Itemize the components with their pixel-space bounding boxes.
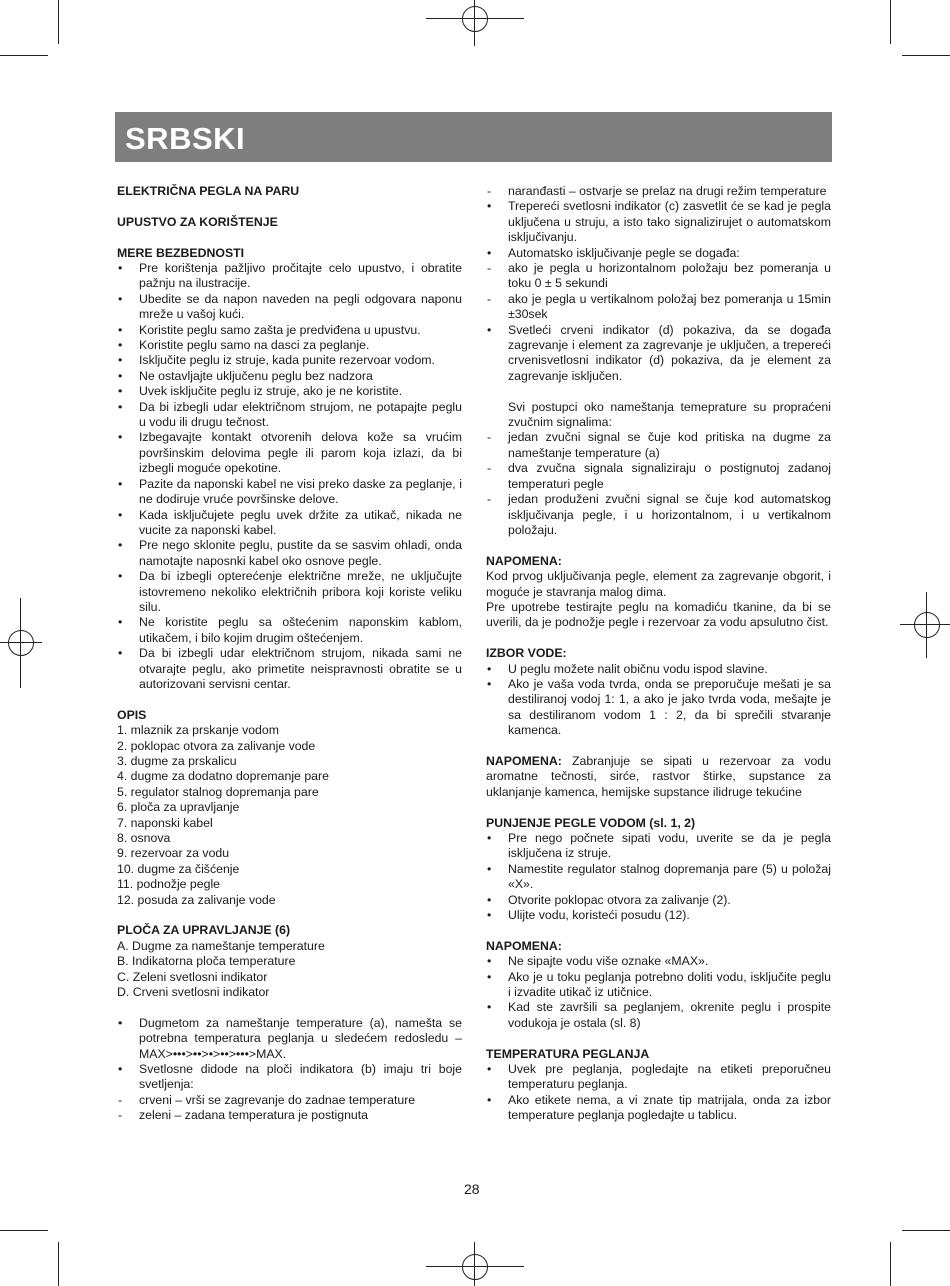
crop-mark bbox=[58, 1242, 59, 1286]
list-item: • Svetlosne didode na ploči indikatora (b) imaju tri boje svetljenja: bbox=[118, 1062, 462, 1092]
list-item: D. Crveni svetlosni indikator bbox=[117, 985, 270, 1000]
crop-mark bbox=[902, 1230, 950, 1231]
list-item: 1. mlaznik za prskanje vodom bbox=[117, 723, 279, 738]
list-item: • Otvorite poklopac otvora za zalivanje (2). bbox=[487, 892, 731, 907]
list-item: • Automatsko isključivanje pegle se događa: bbox=[487, 245, 740, 260]
crop-mark bbox=[902, 55, 950, 56]
list-item: • Izbegavajte kontakt otvorenih delova kože sa vrućim površinskim delovima pegle ili parom koja izlazi, da bi izbegli moguće opekotine. bbox=[118, 430, 462, 476]
list-item: 5. regulator stalnog dopremanja pare bbox=[117, 784, 319, 799]
list-item: • Ulijte vodu, koristeći posudu (12). bbox=[487, 908, 690, 923]
page-title: SRBSKI bbox=[125, 121, 246, 156]
list-item: • Uvek isključite peglu iz struje, ako je ne koristite. bbox=[118, 384, 403, 399]
list-item: - dva zvučna signala signaliziraju o postignutoj zadanoj temperaturi pegle bbox=[487, 461, 831, 491]
crop-mark bbox=[0, 1230, 48, 1231]
list-item: - jedan zvučni signal se čuje kod pritiska na dugme za nameštanje temperature (a) bbox=[487, 430, 831, 460]
list-item: • Ne ostavljajte uključenu peglu bez nadzora bbox=[118, 368, 373, 383]
list-item: 10. dugme za čišćenje bbox=[117, 861, 240, 876]
list-item: • Uvek pre peglanja, pogledajte na etiketi preporučneu temperaturu peglanja. bbox=[487, 1062, 831, 1092]
list-item: • Isključite peglu iz struje, kada punite rezervoar vodom. bbox=[118, 353, 435, 368]
list-item: - jedan produženi zvučni signal se čuje kod automatskog isključivanja pegle, i u horizontalnom, i u vertikalnom položaju. bbox=[487, 492, 831, 537]
list-item: • Pre korištenja pažljivo pročitajte celo upustvo, i obratite pažnju na ilustracije. bbox=[118, 261, 462, 291]
list-item: - crveni – vrši se zagrevanje do zadnae temperature bbox=[118, 1092, 416, 1107]
list-item: • Koristite peglu samo zašta je predviđena u upustvu. bbox=[118, 322, 421, 337]
crop-mark bbox=[890, 0, 891, 44]
section-heading-safety: MERE BEZBEDNOSTI bbox=[117, 245, 245, 260]
list-item: - naranđasti – ostvarje se prelaz na drugi režim temperature bbox=[487, 184, 827, 198]
list-item: • Ako je vaša voda tvrda, onda se preporučuje mešati je sa destiliranoj vodoj 1: 1, a ako je jako tvrda voda, mešajte je sa destiliranom vodom 1 : 2, da bi sprečili stvaranje kamenca. bbox=[487, 676, 831, 738]
language-banner bbox=[115, 112, 832, 162]
section-heading-water: IZBOR VODE: bbox=[486, 646, 567, 661]
list-item: • Ako etikete nema, a vi znate tip matrijala, onda za izbor temperature peglanja pogledajte u tablicu. bbox=[487, 1092, 831, 1123]
control-panel-list bbox=[117, 939, 462, 1001]
list-item: • Da bi izbegli udar električnom strujom, ne potapajte peglu u vodu ili drugu tečnost. bbox=[118, 399, 462, 430]
list-item: • Ne koristite peglu sa oštećenim naponskim kablom, utikačem, i bilo kojim drugim oštećenjem. bbox=[118, 615, 462, 645]
section-heading-control-panel: PLOČA ZA UPRAVLJANJE (6) bbox=[117, 923, 291, 938]
list-item: • Ako je u toku peglanja potrebno doliti vodu, isključite peglu i izvadite utikač iz utičnice. bbox=[487, 969, 831, 1000]
list-item: • Svetleći crveni indikator (d) pokaziva, da se događa zagrevanje i element za zagrevanje je uključen, a trepereći crvenisvetlosni indikator (d) pokaziva, da je element za zagrevanje isključen. bbox=[487, 322, 831, 383]
list-item: A. Dugme za nameštanje temperature bbox=[117, 938, 325, 953]
list-item: • Trepereći svetlosni indikator (c) zasvetlit će se kad je pegla uključena u struju, a isto tako signalizirujet o automatskom isključivanju. bbox=[487, 199, 831, 245]
list-item: • Ubedite se da napon naveden na pegli odgovara naponu mreže u vašoj kući. bbox=[118, 291, 462, 322]
list-item: • Da bi izbegli opterećenje električne mreže, ne uključujte istovremeno nekoliko električnih pribora koji koriste veliku silu. bbox=[118, 569, 462, 614]
safety-list bbox=[117, 261, 462, 692]
paragraph: Svi postupci oko nameštanja temeprature su propraćeni zvučnim signalima: bbox=[508, 399, 831, 430]
list-item: 11. podnožje pegle bbox=[117, 877, 221, 892]
list-item: • Dugmetom za nameštanje temperature (a), namešta se potrebna temperatura peglanja u sledećem redosledu – MAX>•••>••>•>••>•••>MAX. bbox=[118, 1015, 462, 1061]
list-item: 8. osnova bbox=[117, 831, 171, 846]
left-column bbox=[117, 184, 462, 1124]
list-item: 4. dugme za dodatno dopremanje pare bbox=[117, 769, 329, 784]
list-item: • Koristite peglu samo na dasci za peglanje. bbox=[118, 338, 370, 353]
list-item: 9. rezervoar za vodu bbox=[117, 846, 230, 861]
section-heading-temperature: TEMPERATURA PEGLANJA bbox=[486, 1046, 650, 1061]
list-item: • Pre nego sklonite peglu, pustite da se sasvim ohladi, onda namotajte naposnki kabel oko osnove pegle. bbox=[118, 538, 462, 568]
list-item: • Kada isključujete peglu uvek držite za utikač, nikada ne vucite za naponski kabel. bbox=[118, 507, 462, 537]
right-column bbox=[486, 184, 831, 1124]
list-item: 7. naponski kabel bbox=[117, 815, 213, 830]
paragraph: Pre upotrebe testirajte peglu na komadiću tkanine, da bi se uverili, da je podnožje pegle i rezervoar za vodu apsulutno čist. bbox=[486, 599, 831, 630]
note-heading: NAPOMENA: bbox=[486, 553, 562, 568]
list-item: B. Indikatorna ploča temperature bbox=[117, 954, 296, 969]
list-item: • Ne sipajte vodu više oznake «MAX». bbox=[487, 954, 709, 969]
list-item: • U peglu možete nalit običnu vodu ispod slavine. bbox=[487, 661, 768, 676]
list-item: • Pazite da naponski kabel ne visi preko daske za peglanje, i ne dodiruje vruće površinske delove. bbox=[118, 476, 462, 507]
list-item: - ako je pegla u horizontalnom položaju bez pomeranja u toku 0 ± 5 sekundi bbox=[487, 261, 831, 291]
list-item: 2. poklopac otvora za zalivanje vode bbox=[117, 738, 316, 753]
list-item: - ako je pegla u vertikalnom položaj bez pomeranja u 15min ±30sek bbox=[487, 291, 831, 322]
section-heading-opis: OPIS bbox=[117, 707, 147, 722]
list-item: • Pre nego počnete sipati vodu, uverite se da je pegla isključena iz struje. bbox=[487, 830, 831, 861]
product-title: ELEKTRIČNA PEGLA NA PARU bbox=[117, 184, 300, 198]
parts-list bbox=[117, 723, 462, 908]
list-item: 6. ploča za upravljanje bbox=[117, 800, 240, 815]
paragraph: NAPOMENA: Zabranjuje se sipati u rezervoar za vodu aromatne tečnosti, sirće, rastvor štirke, supstance za uklanjanje kamenca, hemijske supstance ilidruge tekućine bbox=[486, 753, 831, 799]
manual-title: UPUSTVO ZA KORIŠTENJE bbox=[117, 214, 278, 229]
note-label: NAPOMENA: bbox=[486, 753, 562, 768]
section-heading-filling: PUNJENJE PEGLE VODOM (sl. 1, 2) bbox=[486, 815, 696, 830]
list-item: 3. dugme za prskalicu bbox=[117, 753, 237, 768]
crop-mark bbox=[0, 55, 48, 56]
list-item: C. Zeleni svetlosni indikator bbox=[117, 969, 268, 984]
page-number: 28 bbox=[464, 1181, 480, 1197]
list-item: - zeleni – zadana temperatura je postignuta bbox=[118, 1108, 369, 1123]
list-item: • Namestite regulator stalnog dopremanja pare (5) u položaj «X». bbox=[487, 861, 831, 892]
crop-mark bbox=[890, 1242, 891, 1286]
paragraph: Kod prvog uključivanja pegle, element za zagrevanje obgorit, i moguće je stavranja malog dima. bbox=[486, 569, 831, 599]
list-item: • Kad ste završili sa peglanjem, okrenite peglu i prospite vodukoja je ostala (sl. 8) bbox=[487, 1000, 831, 1030]
note-heading: NAPOMENA: bbox=[486, 938, 562, 953]
list-item: • Da bi izbegli udar električnom strujom, nikada sami ne otvarajte peglu, ako primetite neispravnosti obratite se u autorizovani servisni centar. bbox=[118, 646, 462, 691]
crop-mark bbox=[58, 0, 59, 44]
list-item: 12. posuda za zalivanje vode bbox=[117, 892, 276, 907]
